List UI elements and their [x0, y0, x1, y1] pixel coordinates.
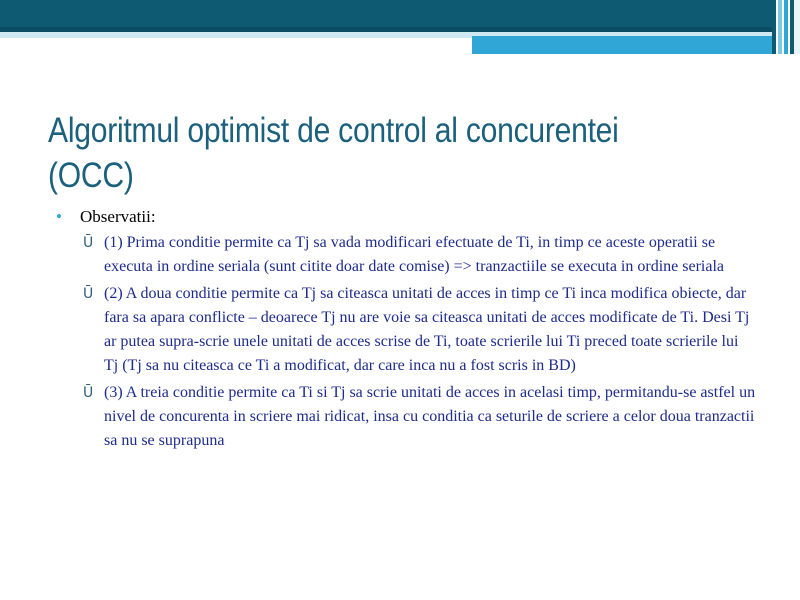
bullet-dot-icon: •: [56, 207, 62, 226]
list-item: [56, 231, 756, 279]
corner-stripe: [794, 0, 800, 54]
slide-title: Algoritmul optimist de control al concurentei (OCC): [48, 111, 619, 195]
bullet-observatii: [56, 205, 756, 229]
arrow-marker-icon: Ū: [83, 286, 94, 302]
slide-content: [56, 205, 756, 456]
arrow-marker-icon: Ū: [83, 235, 94, 251]
list-item: [56, 282, 756, 378]
list-item-text: (3) A treia conditie permite ca Ti si Tj sa scrie unitati de acces in acelasi timp, permitandu-se astfel un nivel de concurenta in scriere mai ridicat, insa cu conditia ca seturile de scriere a celor doua tranzactii sa nu se suprapuna: [104, 384, 756, 449]
arrow-marker-icon: Ū: [83, 385, 94, 401]
header-accent-bar: [472, 36, 772, 54]
list-item: [56, 381, 756, 453]
observation-list: [56, 231, 756, 453]
list-item-text: (2) A doua conditie permite ca Tj sa citeasca unitati de acces in timp ce Ti inca modifica obiecte, dar fara sa apara conflicte – deoarece Tj nu are voie sa citeasca unitati de acces modificate de Ti. Desi Tj ar putea supra-scrie unele unitati de acces scrise de Ti, toate scrierile lui Ti preced toate scrierile lui Tj (Tj sa nu citeasca ce Ti a modificat, dar care inca nu a fost scris in BD): [104, 285, 750, 374]
header-band: [0, 0, 772, 27]
list-item-text: (1) Prima conditie permite ca Tj sa vada modificari efectuate de Ti, in timp ce aceste operatii se executa in ordine seriala (sunt citite doar date comise) => tranzactiile se executa in ordine seriala: [104, 234, 724, 275]
bullet-heading: Observatii:: [80, 207, 156, 226]
